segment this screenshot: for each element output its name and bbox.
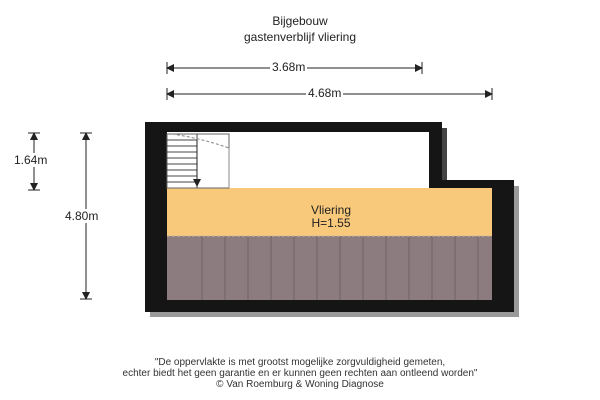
copyright-line: © Van Roemburg & Woning Diagnose xyxy=(216,379,384,390)
dimension-label-width-top: 3.68m xyxy=(272,60,306,74)
dimension-label-height-full: 4.80m xyxy=(65,209,99,223)
disclaimer-line-2: echter biedt het geen garantie en er kunnen geen rechten aan ontleend worden" xyxy=(122,368,478,379)
roof-slope-zone xyxy=(167,236,492,300)
staircase xyxy=(167,134,229,188)
drawing-subtitle: gastenverblijf vliering xyxy=(243,30,357,44)
drawing-title: Bijgebouw xyxy=(272,14,328,28)
room-name: Vliering xyxy=(310,203,352,217)
room-height: H=1.55 xyxy=(311,216,351,230)
dimension-label-height-stair: 1.64m xyxy=(14,153,48,167)
disclaimer-line-1: "De oppervlakte is met grootst mogelijke zorgvuldigheid gemeten, xyxy=(154,357,446,368)
dimension-label-width-full: 4.68m xyxy=(308,86,342,100)
